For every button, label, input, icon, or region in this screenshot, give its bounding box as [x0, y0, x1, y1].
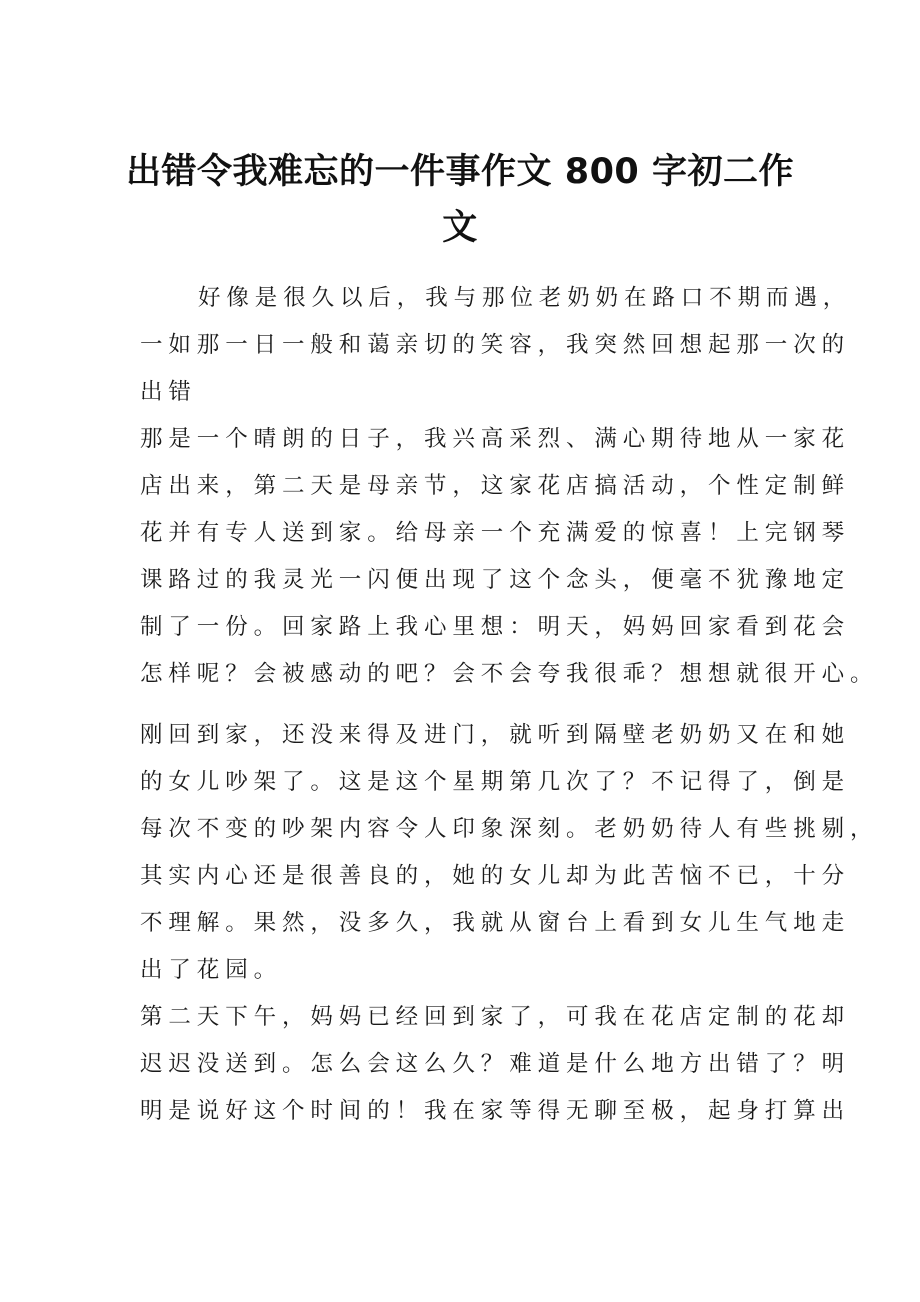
- title-line: 文: [442, 208, 478, 248]
- text-line: 花并有专人送到家。给母亲一个充满爱的惊喜！上完钢琴: [140, 520, 851, 546]
- document-title: [0, 144, 920, 256]
- text-line: 店出来，第二天是母亲节，这家花店搞活动，个性定制鲜: [140, 473, 851, 499]
- title-line: 出错令我难忘的一件事作文 800 字初二作: [126, 152, 794, 192]
- text-line: 好像是很久以后，我与那位老奶奶在路口不期而遇，: [198, 285, 852, 311]
- text-line: 其实内心还是很善良的，她的女儿却为此苦恼不已，十分: [140, 863, 851, 889]
- text-line: 迟迟没送到。怎么会这么久？难道是什么地方出错了？明: [140, 1051, 851, 1077]
- text-line: 不理解。果然，没多久，我就从窗台上看到女儿生气地走: [140, 910, 851, 936]
- text-line: 一如那一日一般和蔼亲切的笑容，我突然回想起那一次的: [140, 332, 851, 358]
- text-line: 每次不变的吵架内容令人印象深刻。老奶奶待人有些挑剔，: [140, 816, 879, 842]
- text-line: 出了花园。: [140, 957, 283, 983]
- paragraph: [140, 994, 851, 1135]
- paragraph: [140, 416, 879, 698]
- text-line: 制了一份。回家路上我心里想：明天，妈妈回家看到花会: [140, 614, 851, 640]
- paragraph: [140, 712, 879, 994]
- text-line: 出错: [140, 379, 197, 405]
- text-line: 刚回到家，还没来得及进门，就听到隔壁老奶奶又在和她: [140, 722, 851, 748]
- text-line: 怎样呢？会被感动的吧？会不会夸我很乖？想想就很开心。: [140, 661, 879, 687]
- paragraph: [140, 275, 852, 416]
- document-body: [140, 275, 879, 1135]
- text-line: 课路过的我灵光一闪便出现了这个念头，便毫不犹豫地定: [140, 567, 851, 593]
- text-line: 那是一个晴朗的日子，我兴高采烈、满心期待地从一家花: [140, 426, 851, 452]
- text-line: 第二天下午，妈妈已经回到家了，可我在花店定制的花却: [140, 1004, 851, 1030]
- text-line: 的女儿吵架了。这是这个星期第几次了？不记得了，倒是: [140, 769, 851, 795]
- text-line: 明是说好这个时间的！我在家等得无聊至极，起身打算出: [140, 1098, 851, 1124]
- paragraph-gap: [140, 698, 800, 712]
